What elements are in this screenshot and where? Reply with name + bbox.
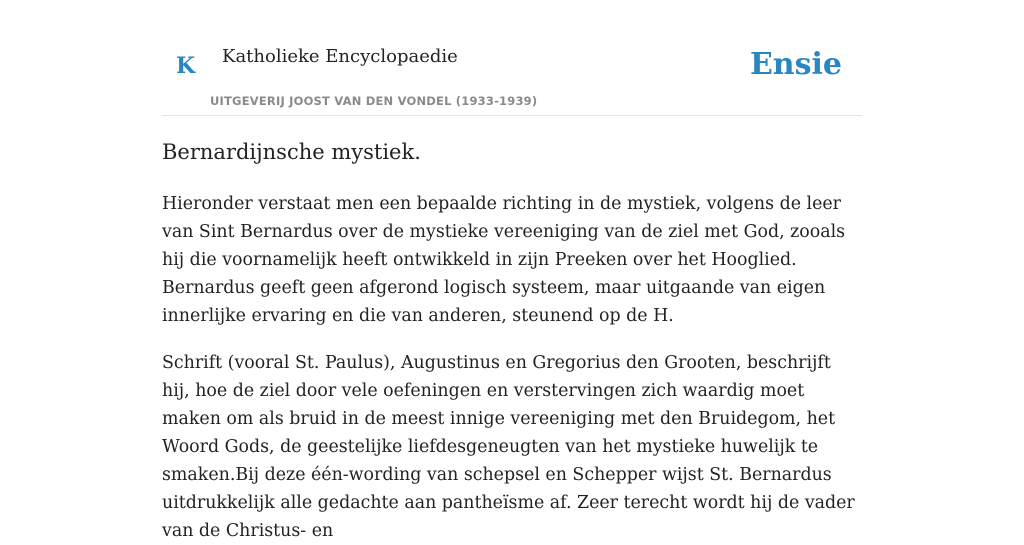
- site-logo-icon[interactable]: K: [176, 53, 196, 79]
- site-header: [162, 0, 862, 116]
- site-title[interactable]: Katholieke Encyclopaedie: [222, 46, 458, 67]
- article-paragraph: Hieronder verstaat men een bepaalde richting in de mystiek, volgens de leer van Sint Bernardus over de mystieke vereeniging van de ziel met God, zooals hij die voornamelijk heeft ontwikkeld in zijn Preeken over het Hooglied. Bernardus geeft geen afgerond logisch systeem, maar uitgaande van eigen innerlijke ervaring en die van anderen, steunend op de H.: [162, 194, 846, 327]
- article-paragraph: Schrift (vooral St. Paulus), Augustinus en Gregorius den Grooten, beschrijft hij, hoe de ziel door vele oefeningen en verstervingen zich waardig moet maken om als bruid in de meest innige vereeniging met den Bruidegom, het Woord Gods, de geestelijke liefdesgeneugten van het mystieke huwelijk te smaken.Bij deze één-wording van schepsel en Schepper wijst St. Bernardus uitdrukkelijk alle gedachte aan pantheïsme af. Zeer terecht wordt hij de vader van de Christus- en: [162, 353, 855, 542]
- article-title: Bernardijnsche mystiek.: [162, 140, 421, 164]
- publisher-label: UITGEVERIJ JOOST VAN DEN VONDEL (1933-1939): [210, 94, 538, 108]
- article: [162, 138, 862, 545]
- brand-logo-link[interactable]: Ensie: [749, 47, 842, 82]
